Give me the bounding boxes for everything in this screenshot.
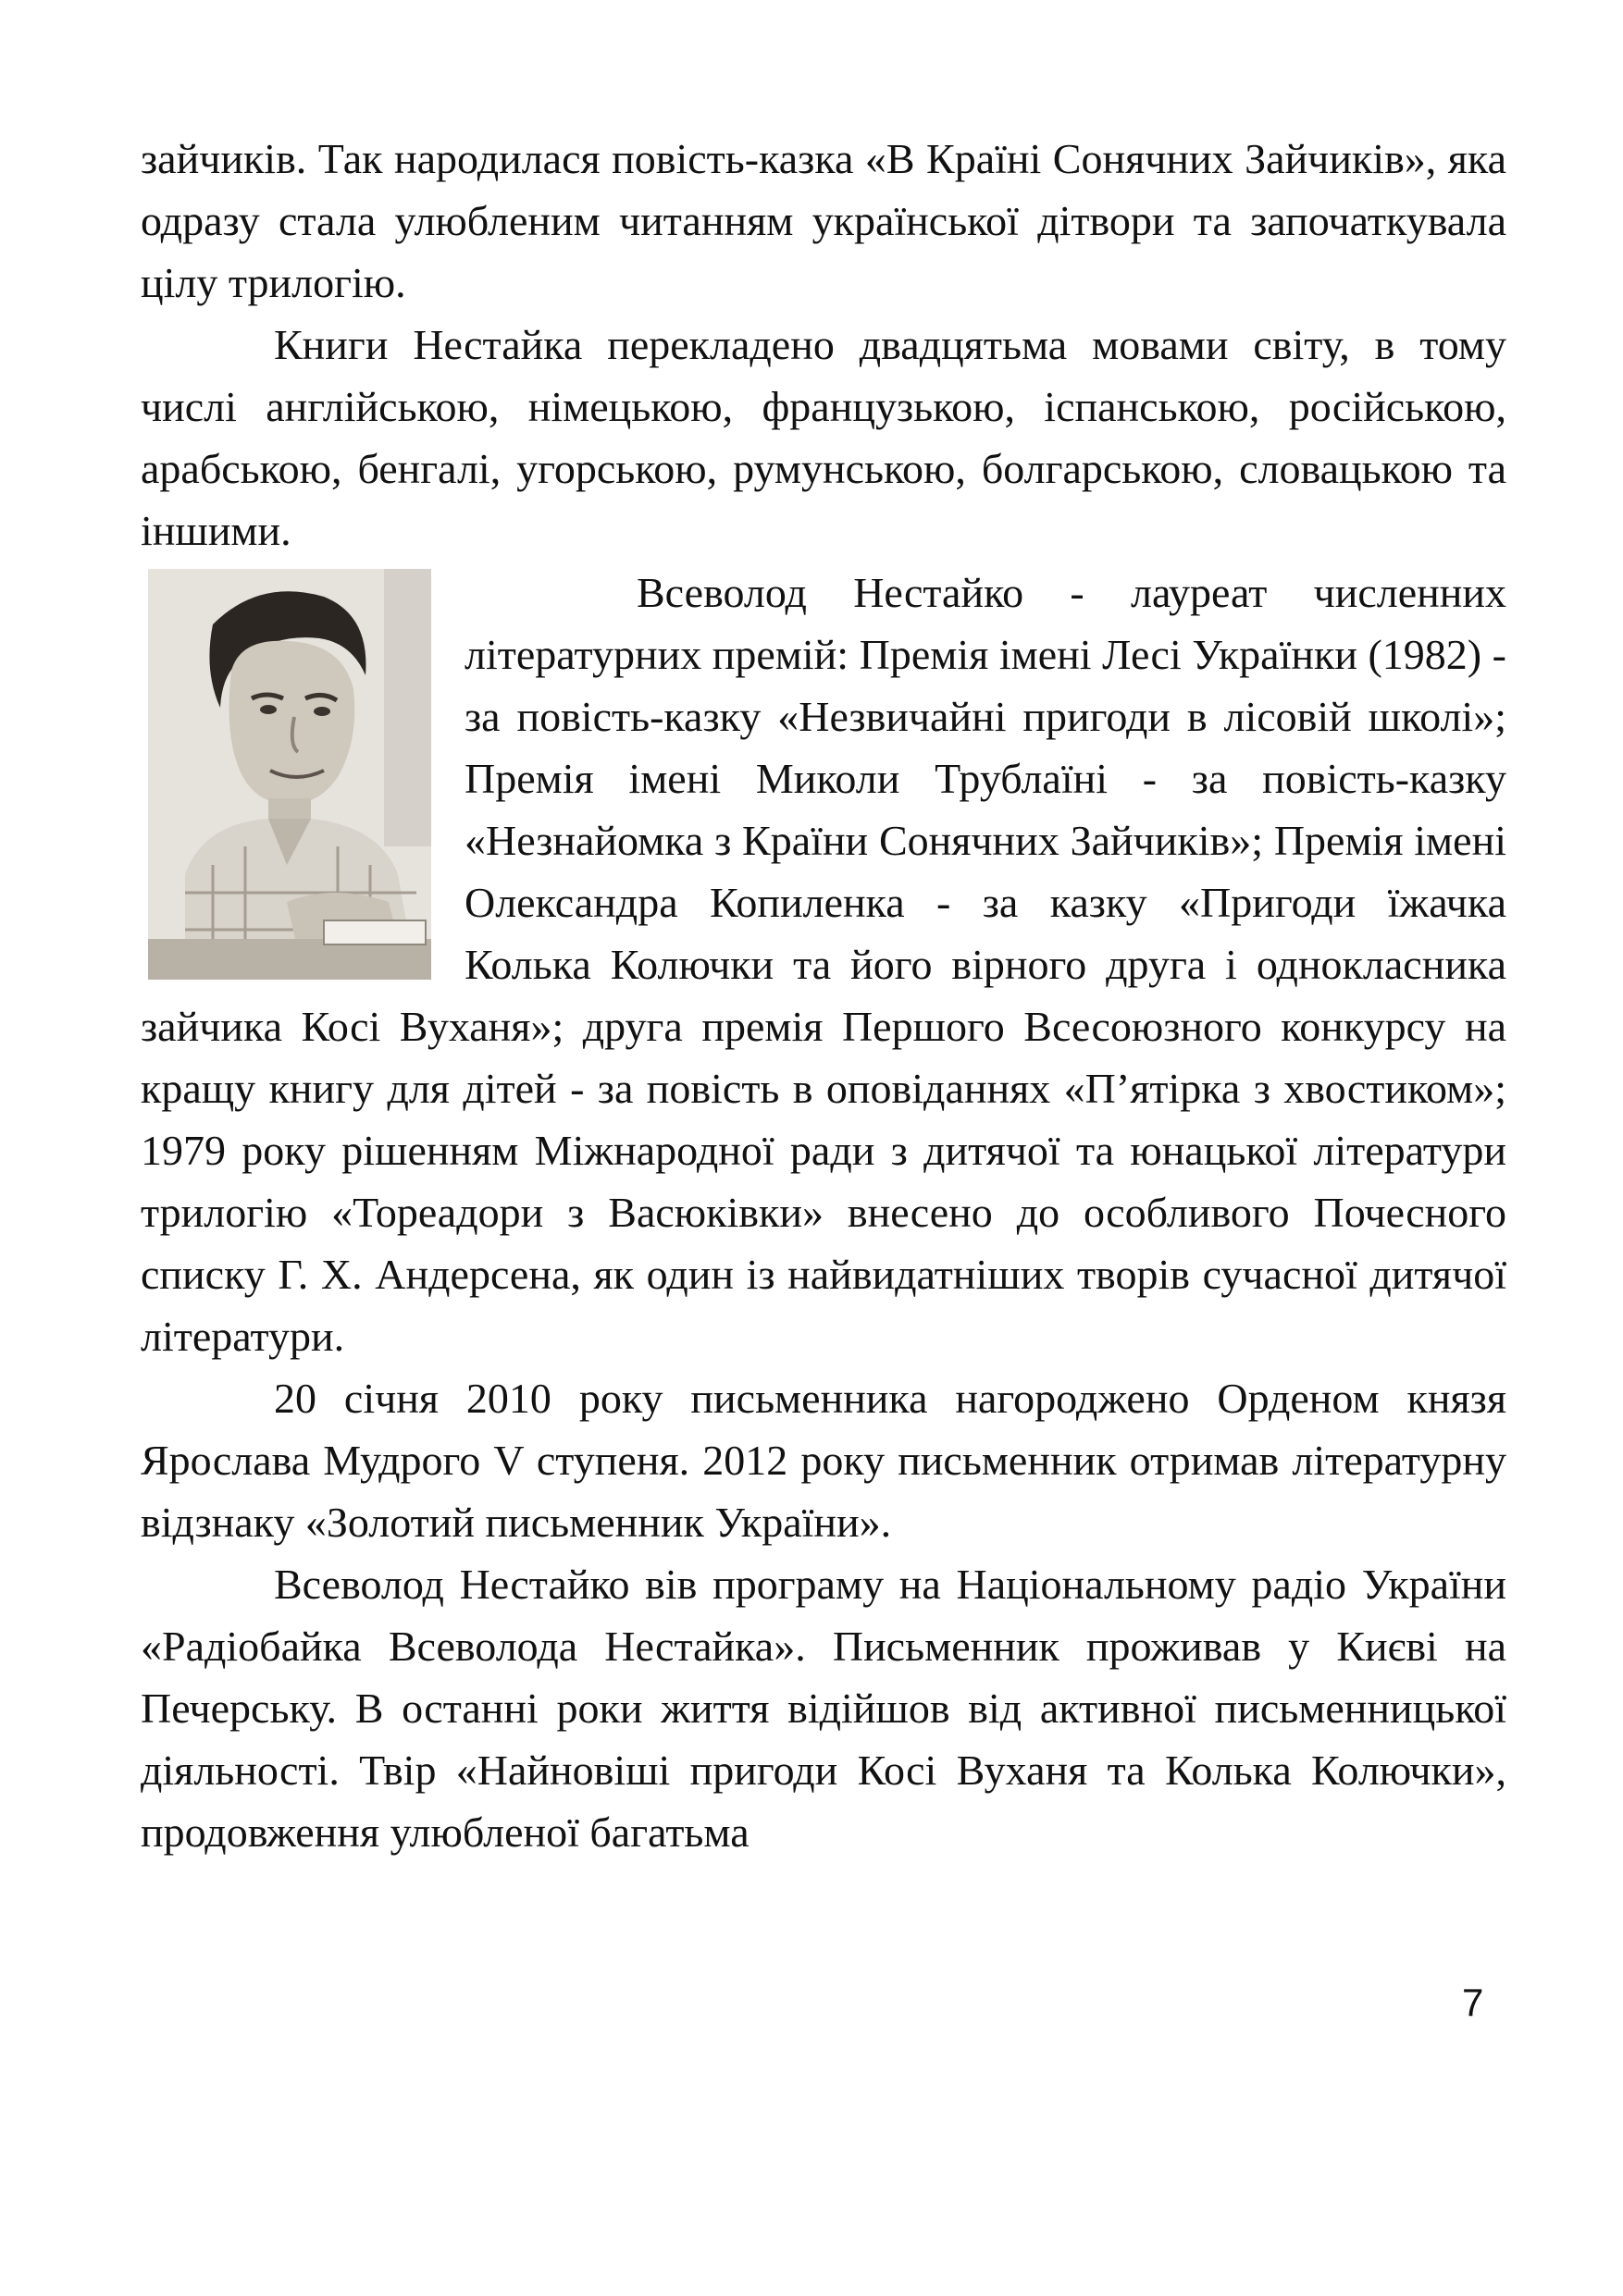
paragraph-order-award: 20 січня 2010 року письменника нагороджено Орденом князя Ярослава Мудрого V ступеня. 2012 року письменник отримав літературну відзнаку «Золотий письменник України». — [141, 1375, 1506, 1546]
body-text — [141, 128, 1506, 1863]
paragraph-translations: Книги Нестайка перекладено двадцятьма мовами світу, в тому числі англійською, німецькою, французькою, іспанською, російською, арабською, бенгалі, угорською, румунською, болгарською, словацькою та іншими. — [141, 321, 1506, 554]
paragraph-intro-continuation: зайчиків. Так народилася повість-казка «В Країні Сонячних Зайчиків», яка одразу стала улюбленим читанням української дітвори та започаткувала цілу трилогію. — [141, 135, 1506, 306]
paragraph-radio-program: Всеволод Нестайко вів програму на Національному радіо України «Радіобайка Всеволода Нестайка». Письменник проживав у Києві на Печерську. В останні роки життя відійшов від активної письменницької діяльності. Твір «Найновіші пригоди Косі Вуханя та Колька Колючки», продовження улюбленої багатьма — [141, 1561, 1506, 1856]
portrait-image — [148, 569, 431, 980]
paragraph-awards: Всеволод Нестайко - лауреат численних літературних премій: Премія імені Лесі Українки (1982) - за повість-казку «Незвичайні пригоди в лісовій школі»; Премія імені Миколи Трублаїні - за повість-казку «Незнайомка з Країни Сонячних Зайчиків»; Премія імені Олександра Копиленка - за казку «Пригоди їжачка Колька Колючки та його вірного друга і однокласника зайчика Косі Вуханя»; друга премія Першого Всесоюзного конкурсу на кращу книгу для дітей - за повість в оповіданнях «П’ятірка з хвостиком»; 1979 року рішенням Міжнародної ради з дитячої та юнацької літератури трилогію «Тореадори з Васюківки» внесено до особливого Почесного списку Г. Х. Андерсена, як один із найвидатніших творів сучасної дитячої літератури. — [141, 569, 1506, 1360]
author-portrait-photo — [148, 569, 431, 980]
page-number: 7 — [1462, 1981, 1484, 2024]
